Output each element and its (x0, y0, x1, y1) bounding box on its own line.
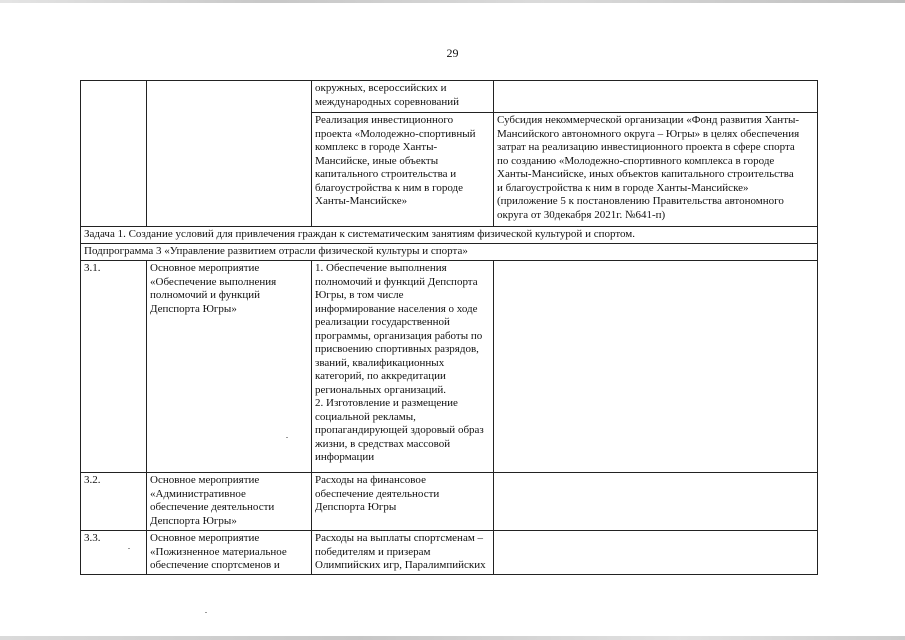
table-row (81, 531, 818, 575)
program-table (80, 80, 818, 575)
scan-speck (205, 612, 207, 613)
task-heading: Задача 1. Создание условий для привлечения граждан к систематическим занятиям физической культурой и спортом. (81, 227, 818, 244)
cell-document (494, 81, 818, 113)
cell-number: 3.2. (81, 473, 147, 531)
table-row (81, 227, 818, 244)
cell-direction: 1. Обеспечение выполнения полномочий и функций Депспорта Югры, в том числе информирование населения о ходе реализации государственной программы, организация работы по присвоению спортивных разрядов, званий, квалификационных категорий, по аккредитации региональных организаций. 2. Изготовление и размещение социальной рекламы, пропагандирующей здоровый образ жизни, в средствах массовой информации (312, 261, 494, 473)
cell-direction: Реализация инвестиционного проекта «Молодежно-спортивный комплекс в городе Ханты- Мансийске, иные объекты капитального строительства и благоустройства к ним в городе Ханты-Мансийске» (312, 113, 494, 227)
cell-event: Основное мероприятие «Обеспечение выполнения полномочий и функций Депспорта Югры» (147, 261, 312, 473)
page-number: 29 (446, 46, 459, 60)
cell-number (81, 113, 147, 227)
cell-document (494, 531, 818, 575)
table-row (81, 473, 818, 531)
scan-speck (128, 548, 130, 549)
scan-edge-bottom (0, 636, 905, 640)
cell-direction: Расходы на финансовое обеспечение деятельности Депспорта Югры (312, 473, 494, 531)
table-row (81, 81, 818, 113)
cell-event: Основное мероприятие «Административное обеспечение деятельности Депспорта Югры» (147, 473, 312, 531)
cell-event (147, 113, 312, 227)
cell-direction: окружных, всероссийских и международных соревнований (312, 81, 494, 113)
cell-document (494, 473, 818, 531)
cell-direction: Расходы на выплаты спортсменам – победителям и призерам Олимпийских игр, Паралимпийских (312, 531, 494, 575)
table-row (81, 261, 818, 473)
scan-edge-top (0, 0, 905, 3)
cell-event (147, 81, 312, 113)
cell-number (81, 81, 147, 113)
subprogram-heading: Подпрограмма 3 «Управление развитием отрасли физической культуры и спорта» (81, 244, 818, 261)
scan-speck (286, 437, 288, 438)
cell-document (494, 261, 818, 473)
cell-number: 3.3. (81, 531, 147, 575)
cell-document: Субсидия некоммерческой организации «Фонд развития Ханты- Мансийского автономного округа – Югры» в целях обеспечения затрат на реализацию инвестиционного проекта в сфере спорта по созданию «Молодежно-спортивного комплекса в городе Ханты-Мансийске, иных объектов капитального строительства и благоустройства к ним в городе Ханты-Мансийске» (приложение 5 к постановлению Правительства автономного округа от 30декабря 2021г. №641-п) (494, 113, 818, 227)
cell-number: 3.1. (81, 261, 147, 473)
table-row (81, 113, 818, 227)
cell-event: Основное мероприятие «Пожизненное материальное обеспечение спортсменов и (147, 531, 312, 575)
table-row (81, 244, 818, 261)
